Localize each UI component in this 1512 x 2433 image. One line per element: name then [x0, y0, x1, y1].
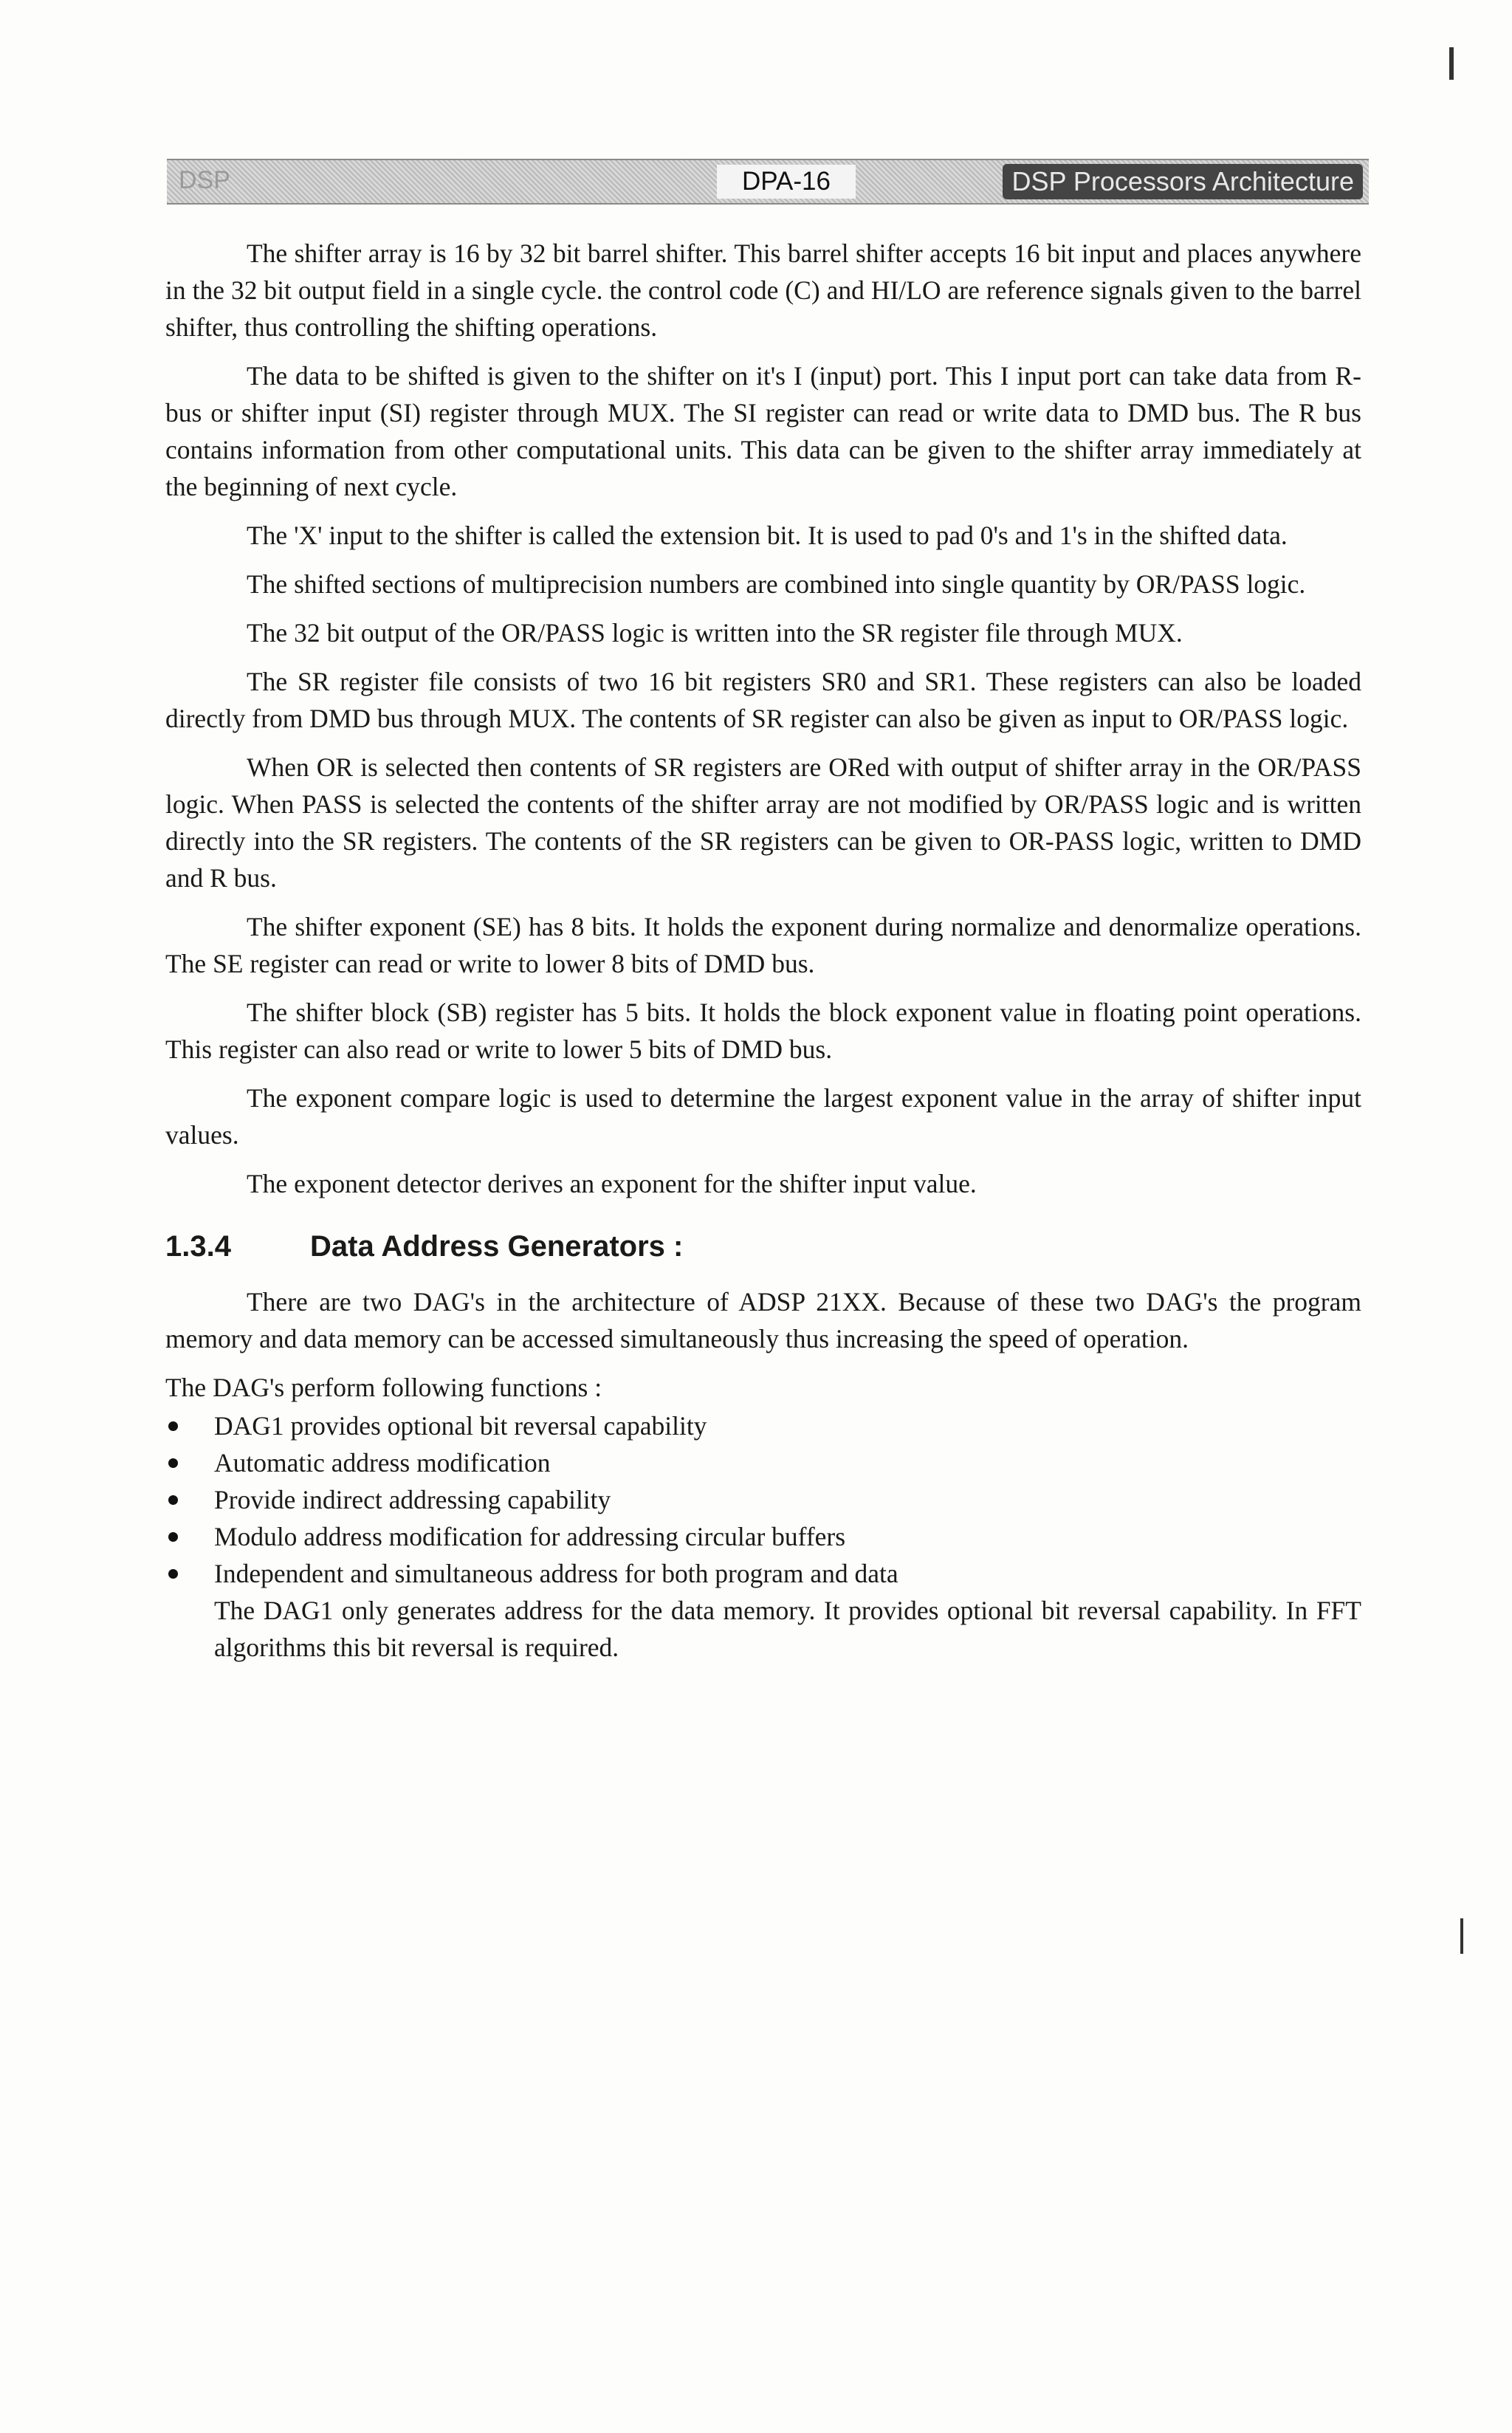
section-number: 1.3.4 [165, 1230, 231, 1263]
list-item: DAG1 provides optional bit reversal capability [165, 1407, 1361, 1444]
paragraph-or-selection: When OR is selected then contents of SR registers are ORed with output of shifter array in the OR/PASS logic. When PASS is selected the contents of the shifter array are not modified by OR/PASS logic and is written directly into the SR registers. The contents of the SR registers can be given to OR-PASS logic, written to DMD and R bus. [165, 752, 1361, 893]
bullet-continuation-text: The DAG1 only generates address for the data memory. It provides optional bit reversal capability. In FFT algorithms this bit reversal is required. [214, 1596, 1361, 1662]
page-header [167, 159, 1369, 205]
paragraph-sr-register: The SR register file consists of two 16 bit registers SR0 and SR1. These registers can also be loaded directly from DMD bus through MUX. The contents of SR register can also be given as input to OR/PASS logic. [165, 667, 1361, 733]
bullet-icon [168, 1458, 178, 1468]
page-body [165, 235, 1361, 1666]
list-item: Provide indirect addressing capability [165, 1481, 1361, 1518]
paragraph-dag-intro: There are two DAG's in the architecture of ADSP 21XX. Because of these two DAG's the program memory and data memory can be accessed simultaneously thus increasing the speed of operation. [165, 1287, 1361, 1353]
paragraph-shifter-input: The data to be shifted is given to the shifter on it's I (input) port. This I input port can take data from R-bus or shifter input (SI) register through MUX. The SI register can read or write data to DMD bus. The R bus contains information from other computational units. This data can be given to the shifter array immediately at the beginning of next cycle. [165, 361, 1361, 501]
chapter-title-label: DSP Processors Architecture [1003, 164, 1363, 199]
bullet-icon [168, 1532, 178, 1542]
list-intro: The DAG's perform following functions : [165, 1373, 602, 1402]
paragraph-sr-output: The 32 bit output of the OR/PASS logic is written into the SR register file through MUX. [247, 618, 1183, 648]
bullet-icon [168, 1495, 178, 1505]
paragraph-shifter-block: The shifter block (SB) register has 5 bits. It holds the block exponent value in floating point operations. This register can also read or write to lower 5 bits of DMD bus. [165, 998, 1361, 1064]
scan-mark-top-right [1449, 47, 1454, 80]
section-heading [165, 1226, 1361, 1267]
list-item: Modulo address modification for addressing circular buffers [165, 1518, 1361, 1555]
list-item: Automatic address modification [165, 1444, 1361, 1481]
paragraph-exponent-detector: The exponent detector derives an exponent for the shifter input value. [247, 1169, 977, 1198]
bullet-icon [168, 1569, 178, 1579]
paragraph-or-pass: The shifted sections of multiprecision numbers are combined into single quantity by OR/PASS logic. [247, 569, 1306, 599]
dag-functions-list [165, 1407, 1361, 1666]
paragraph-exponent-compare: The exponent compare logic is used to determine the largest exponent value in the array of shifter input values. [165, 1083, 1361, 1150]
header-left-label: DSP [179, 166, 230, 194]
paragraph-shifter-exponent: The shifter exponent (SE) has 8 bits. It holds the exponent during normalize and denormalize operations. The SE register can read or write to lower 8 bits of DMD bus. [165, 912, 1361, 978]
page-number-label: DPA-16 [717, 165, 856, 199]
section-title: Data Address Generators : [310, 1230, 684, 1263]
bullet-icon [168, 1421, 178, 1431]
scan-mark-right [1460, 1918, 1463, 1954]
paragraph-extension-bit: The 'X' input to the shifter is called the extension bit. It is used to pad 0's and 1's in the shifted data. [247, 521, 1288, 550]
paragraph-shifter-array: The shifter array is 16 by 32 bit barrel shifter. This barrel shifter accepts 16 bit input and places anywhere in the 32 bit output field in a single cycle. the control code (C) and HI/LO are reference signals given to the barrel shifter, thus controlling the shifting operations. [165, 239, 1361, 342]
list-item: Independent and simultaneous address for both program and data The DAG1 only generates address for the data memory. It provides optional bit reversal capability. In FFT algorithms this bit reversal is required. [165, 1555, 1361, 1666]
